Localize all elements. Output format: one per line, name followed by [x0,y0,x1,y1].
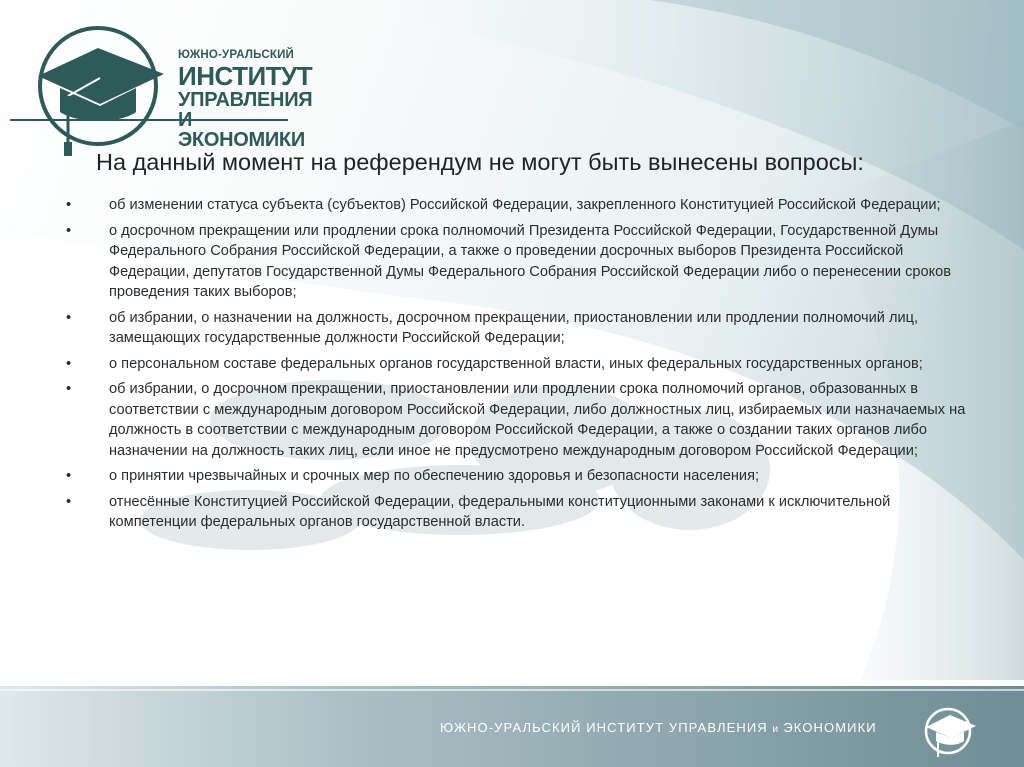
list-item-text: об избрании, о досрочном прекращении, приостановлении или продлении срока полномочий органов, образованных в соответствии с международным договором Российской Федерации, либо должностных лиц, избираемых или назначаемых на должность в соответствии с международным договором Российской Федерации, а также о создании таких органов либо назначении на должность таких лиц, если иное не предусмотрено международным договором Российской Федерации; [109,381,966,459]
list-item [66,308,966,349]
list-item-text: о персональном составе федеральных органов государственной власти, иных федеральных государственных органов; [109,355,923,372]
slide-title: На данный момент на референдум не могут быть вынесены вопросы: [96,149,864,175]
footer-logo-icon [920,701,980,761]
bullet-list [66,195,966,538]
bullet-icon: • [66,468,72,484]
list-item-text: об изменении статуса субъекта (субъектов) Российской Федерации, закрепленного Конституцией Российской Федерации; [109,197,941,213]
logo-line-2: ИНСТИТУТ [178,60,313,91]
logo-text [178,50,312,150]
list-item-text: об избрании, о назначении на должность, досрочном прекращении, приостановлении или продлении полномочий лиц, замещающих государственные должности Российской Федерации; [109,309,919,346]
list-item [66,354,966,375]
list-item [66,221,966,303]
list-item-text: о принятии чрезвычайных и срочных мер по обеспечению здоровья и безопасности населения; [109,468,760,484]
footer-text-part-1: ЮЖНО-УРАЛЬСКИЙ ИНСТИТУТ УПРАВЛЕНИЯ [440,720,768,735]
logo-line-1: ЮЖНО-УРАЛЬСКИЙ [178,49,295,61]
list-item-text: о досрочном прекращении или продлении срока полномочий Президента Российской Федерации, Государственной Думы Федерального Собрания Российской Федерации, а также о проведении досрочных выборов Президента Российской Федерации, депутатов Государственной Думы Федерального Собрания Российской Федерации либо о перенесении сроков проведения таких выборов; [109,222,952,300]
bullet-icon: • [66,197,72,213]
list-item [66,466,966,487]
list-item [66,492,966,533]
footer-text-part-3: ЭКОНОМИКИ [783,720,877,735]
bullet-icon: • [66,381,72,397]
list-item [66,379,966,461]
footer-text-part-2: и [772,724,779,735]
logo-line-3: УПРАВЛЕНИЯ [178,88,313,111]
bullet-icon: • [66,222,72,239]
list-item [66,195,966,216]
footer-institute-name [440,720,877,735]
bullet-icon: • [66,493,72,510]
bullet-icon: • [66,309,72,326]
logo-line-4: И ЭКОНОМИКИ [178,108,305,151]
institute-logo [8,14,313,164]
list-item-text: отнесённые Конституцией Российской Федерации, федеральными конституционными законами к исключительной компетенции федеральных органов государственной власти. [109,493,891,530]
bullet-icon: • [66,355,72,372]
